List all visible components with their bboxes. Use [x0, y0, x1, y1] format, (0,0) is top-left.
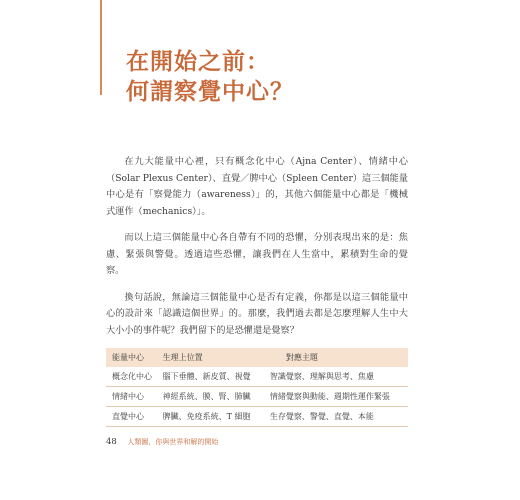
cell-theme: 生存覺察、警覺、直覺、本能 [264, 407, 408, 427]
header-location: 生理上位置 [159, 348, 264, 367]
cell-theme: 情緒覺察與動能、週期性運作緊張 [264, 387, 408, 407]
cell-theme: 智識覺察、理解與思考、焦慮 [264, 367, 408, 387]
page-number: 48 [106, 437, 117, 447]
body-text [106, 154, 408, 349]
table-header-row [106, 348, 408, 367]
paragraph: 而以上這三個能量中心各自帶有不同的恐懼，分別表現出來的是：焦慮、緊張與警覺。透過這些恐懼，讓我們在人生當中，累積對生命的覺察。 [106, 232, 408, 276]
cell-location: 脾臟、免疫系統、T 細胞 [159, 407, 264, 427]
title-line-1: 在開始之前： [126, 48, 270, 75]
cell-location: 神經系統、膜、腎、肺臟 [159, 387, 264, 407]
title-line-2: 何謂察覺中心？ [126, 78, 294, 105]
table-row [106, 407, 408, 427]
page-title [126, 47, 294, 107]
page-footer [106, 437, 218, 447]
table-row [106, 387, 408, 407]
decorative-vertical-line [100, 0, 102, 95]
cell-center: 概念化中心 [106, 367, 159, 387]
header-theme: 對應主題 [264, 348, 408, 367]
table-row [106, 367, 408, 387]
cell-location: 腦下垂體、新皮質、視覺 [159, 367, 264, 387]
header-center: 能量中心 [106, 348, 159, 367]
paragraph: 換句話說，無論這三個能量中心是否有定義，你都是以這三個能量中心的設計來「認識這個世界」的。那麼，我們過去都是怎麼理解人生中大大小小的事件呢？我們留下的是恐懼還是覺察？ [106, 291, 408, 336]
cell-center: 情緒中心 [106, 387, 159, 407]
paragraph: 在九大能量中心裡，只有概念化中心（Ajna Center）、情緒中心（Solar Plexus Center）、直覺／脾中心（Spleen Center）這三個能量中心是有「察覺能力（awareness）」的，其他六個能量中心都是「機械式運作（mechanics）」。 [106, 156, 408, 217]
running-title: 人類圖，你與世界和解的開始 [127, 438, 219, 446]
cell-center: 直覺中心 [106, 407, 159, 427]
centers-table [106, 348, 408, 427]
